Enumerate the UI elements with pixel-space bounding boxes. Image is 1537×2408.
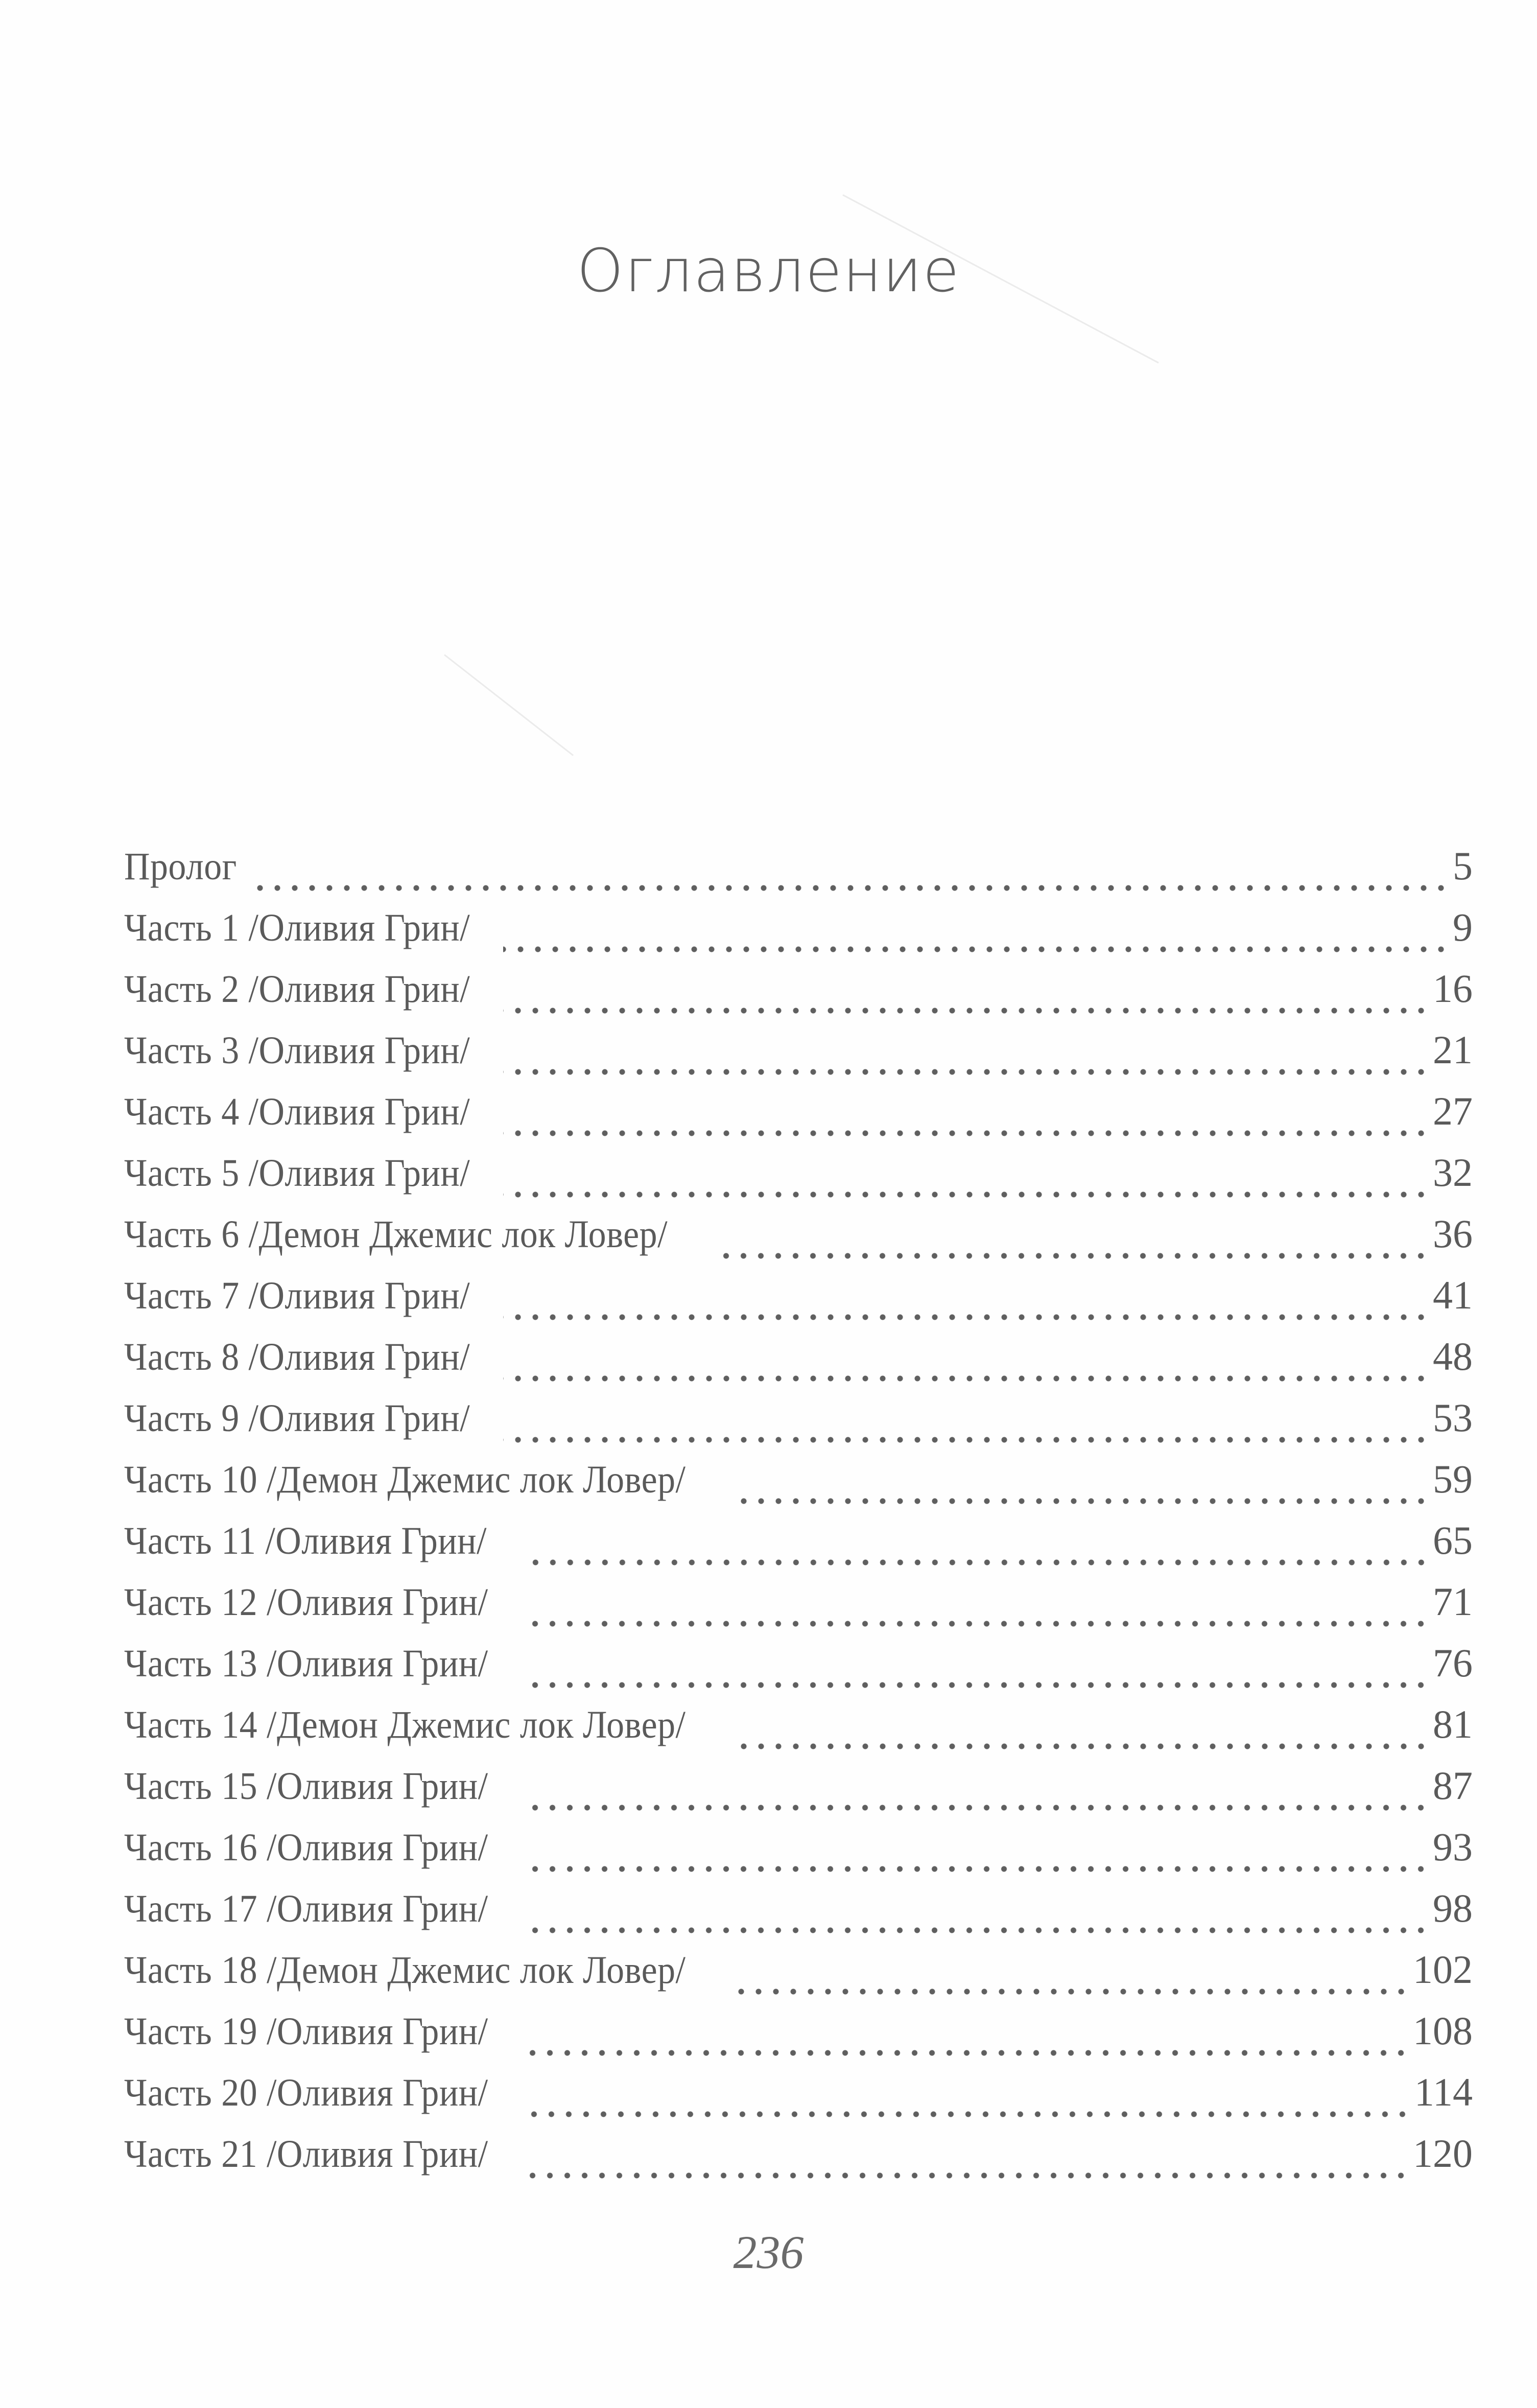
toc-entry-label: Часть 18 /Демон Джемис лок Ловер/ — [124, 1949, 686, 1992]
toc-entry-page: 76 — [1433, 1641, 1473, 1685]
dot-leader — [523, 2111, 1411, 2117]
dot-leader — [738, 1498, 1430, 1504]
toc-entry-label: Часть 19 /Оливия Грин/ — [124, 2010, 488, 2053]
dot-leader — [250, 885, 1450, 891]
dot-leader — [503, 1130, 1430, 1136]
toc-entry[interactable] — [124, 1027, 1473, 1088]
dot-leader — [523, 1682, 1430, 1688]
dot-leader — [503, 1191, 1430, 1198]
toc-entry-page: 48 — [1433, 1334, 1473, 1378]
toc-entry-page: 9 — [1453, 905, 1473, 949]
toc-entry-page: 65 — [1433, 1518, 1473, 1562]
dot-leader — [738, 1989, 1410, 1995]
toc-entry-label: Часть 2 /Оливия Грин/ — [124, 968, 470, 1011]
toc-entry[interactable] — [124, 1824, 1473, 1885]
dot-leader — [523, 1866, 1430, 1872]
toc-entry-label: Часть 14 /Демон Джемис лок Ловер/ — [124, 1703, 686, 1746]
dot-leader — [738, 1743, 1430, 1749]
toc-entry-page: 108 — [1413, 2008, 1473, 2053]
dot-leader — [503, 946, 1450, 952]
toc-entry-label: Часть 5 /Оливия Грин/ — [124, 1152, 470, 1195]
dot-leader — [523, 1621, 1430, 1627]
toc-entry[interactable] — [124, 1272, 1473, 1334]
toc-entry[interactable] — [124, 966, 1473, 1027]
toc-entry-page: 114 — [1414, 2070, 1473, 2114]
toc-entry[interactable] — [124, 904, 1473, 966]
toc-entry[interactable] — [124, 1395, 1473, 1456]
dot-leader — [503, 1069, 1430, 1075]
toc-entry[interactable] — [124, 1517, 1473, 1579]
toc-entry-label: Часть 20 /Оливия Грин/ — [124, 2071, 488, 2114]
toc-entry[interactable] — [124, 1334, 1473, 1395]
toc-entry[interactable] — [124, 1579, 1473, 1640]
toc-entry-label: Часть 21 /Оливия Грин/ — [124, 2133, 488, 2176]
toc-entry-page: 59 — [1433, 1457, 1473, 1501]
toc-entry[interactable] — [124, 2069, 1473, 2131]
dot-leader — [522, 1559, 1430, 1565]
toc-entry-page: 98 — [1433, 1886, 1473, 1930]
toc-entry-label: Часть 6 /Демон Джемис лок Ловер/ — [124, 1213, 668, 1256]
toc-entry[interactable] — [124, 1763, 1473, 1824]
toc-entry-label: Часть 11 /Оливия Грин/ — [124, 1519, 487, 1562]
toc-entry-page: 71 — [1433, 1579, 1473, 1624]
page-title: Оглавление — [577, 236, 960, 306]
toc-entry-label: Часть 1 /Оливия Грин/ — [124, 906, 470, 949]
toc-entry-label: Часть 4 /Оливия Грин/ — [124, 1090, 470, 1133]
toc-entry-label: Часть 10 /Демон Джемис лок Ловер/ — [124, 1458, 686, 1501]
toc-entry-page: 87 — [1433, 1763, 1473, 1808]
dot-leader — [503, 1314, 1430, 1320]
toc-entry-page: 93 — [1433, 1825, 1473, 1869]
dot-leader — [503, 1437, 1430, 1443]
toc-entry-page: 5 — [1453, 844, 1473, 888]
toc-entry-label: Часть 15 /Оливия Грин/ — [124, 1765, 488, 1808]
toc-entry-label: Часть 7 /Оливия Грин/ — [124, 1274, 470, 1317]
toc-entry[interactable] — [124, 1088, 1473, 1150]
toc-entry-label: Часть 8 /Оливия Грин/ — [124, 1336, 470, 1378]
toc-entry-label: Пролог — [124, 845, 237, 888]
dot-leader — [523, 1805, 1430, 1811]
dot-leader — [523, 1927, 1430, 1933]
toc-entry-page: 32 — [1433, 1150, 1473, 1195]
toc-entry[interactable] — [124, 1640, 1473, 1701]
toc-entry-page: 21 — [1433, 1027, 1473, 1072]
dot-leader — [503, 1375, 1430, 1382]
toc-entry[interactable] — [124, 1947, 1473, 2008]
toc-entry[interactable] — [124, 1456, 1473, 1517]
toc-entry-page: 36 — [1433, 1211, 1473, 1256]
toc-entry-page: 27 — [1433, 1089, 1473, 1133]
page-number: 236 — [733, 2226, 804, 2278]
toc-entry[interactable] — [124, 1150, 1473, 1211]
toc-entry-label: Часть 12 /Оливия Грин/ — [124, 1581, 488, 1624]
toc-entry-page: 120 — [1413, 2131, 1473, 2176]
toc-entry-label: Часть 9 /Оливия Грин/ — [124, 1397, 470, 1440]
paper-crease — [444, 654, 574, 756]
toc-entry[interactable] — [124, 1885, 1473, 1947]
toc-entry-page: 81 — [1433, 1702, 1473, 1746]
toc-entry-label: Часть 3 /Оливия Грин/ — [124, 1029, 470, 1072]
toc-entry-page: 102 — [1413, 1947, 1473, 1992]
toc-entry[interactable] — [124, 1701, 1473, 1763]
dot-leader — [523, 2172, 1410, 2179]
toc-entry-page: 16 — [1433, 966, 1473, 1011]
dot-leader — [503, 1008, 1430, 1014]
toc-entry-label: Часть 13 /Оливия Грин/ — [124, 1642, 488, 1685]
toc-entry-page: 53 — [1433, 1395, 1473, 1440]
toc-entry[interactable] — [124, 2131, 1473, 2192]
dot-leader — [523, 2050, 1410, 2056]
toc-entry[interactable] — [124, 843, 1473, 904]
toc-entry-label: Часть 17 /Оливия Грин/ — [124, 1887, 488, 1930]
dot-leader — [718, 1253, 1430, 1259]
toc-entry[interactable] — [124, 2008, 1473, 2069]
toc-entry-label: Часть 16 /Оливия Грин/ — [124, 1826, 488, 1869]
toc-entry[interactable] — [124, 1211, 1473, 1272]
toc-entry-page: 41 — [1433, 1273, 1473, 1317]
table-of-contents — [124, 843, 1473, 2192]
